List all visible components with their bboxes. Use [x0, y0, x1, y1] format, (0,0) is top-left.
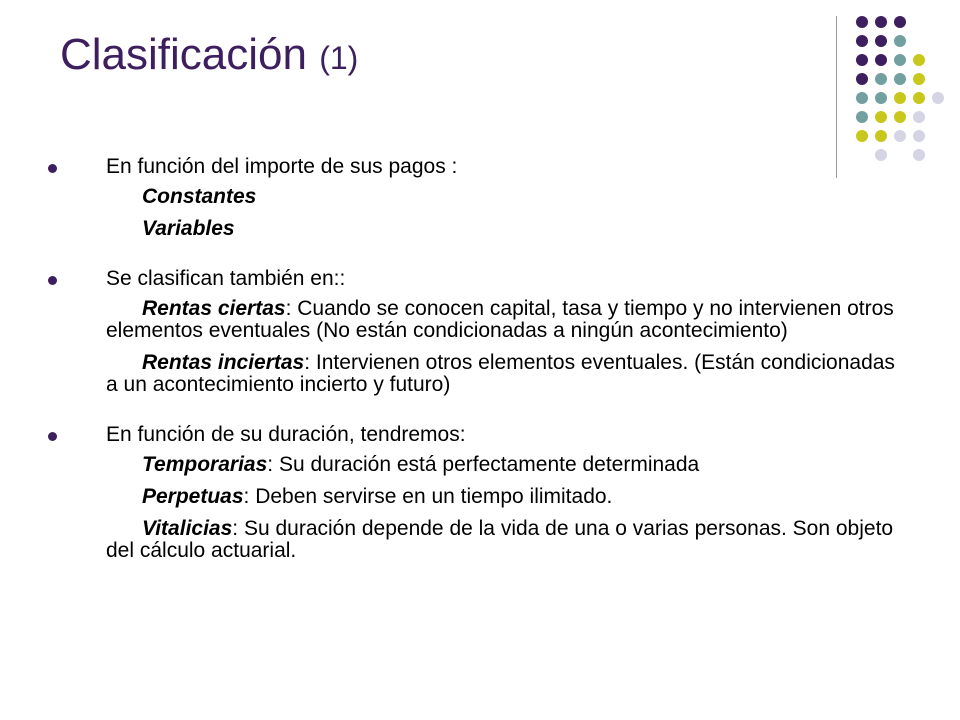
list-item: [106, 518, 908, 562]
list-item: [106, 352, 908, 396]
item-text: : Cuando se conocen capital, tasa y tiempo y no intervienen otros elementos eventuales (No están condicionadas a ningún acontecimiento): [106, 297, 894, 342]
list-item: [106, 486, 908, 508]
bullet-icon: [48, 164, 57, 173]
decorative-dot: [856, 92, 868, 104]
decorative-dot: [856, 35, 868, 47]
item-term: Perpetuas: [142, 485, 244, 508]
decorative-dot: [894, 92, 906, 104]
decorative-dot: [856, 73, 868, 85]
decorative-dot: [856, 130, 868, 142]
decorative-dot: [856, 54, 868, 66]
list-item: [106, 186, 908, 208]
decorative-dot: [932, 92, 944, 104]
list-item: [106, 218, 908, 240]
decorative-dot: [856, 16, 868, 28]
decorative-dot: [875, 130, 887, 142]
item-text: : Su duración depende de la vida de una o varias personas. Son objeto del cálculo actuarial.: [106, 517, 894, 562]
item-term: Variables: [142, 217, 235, 240]
bullet-icon: [48, 432, 57, 441]
item-text: : Intervienen otros elementos eventuales. (Están condicionadas a un acontecimiento incierto y futuro): [106, 351, 895, 396]
decorative-dot: [875, 111, 887, 123]
decorative-dot: [894, 73, 906, 85]
decorative-dot: [913, 92, 925, 104]
decorative-dot: [875, 54, 887, 66]
section-heading: Se clasifican también en::: [106, 267, 346, 290]
bullet-section-1: [48, 156, 908, 240]
bullet-section-3: [48, 424, 908, 562]
decorative-dot: [856, 111, 868, 123]
item-term: Rentas ciertas: [142, 297, 286, 320]
decorative-dot: [913, 54, 925, 66]
decorative-dot: [894, 111, 906, 123]
item-text: : Su duración está perfectamente determinada: [267, 453, 700, 476]
bullet-section-2: [48, 268, 908, 396]
item-term: Rentas inciertas: [142, 351, 305, 374]
item-term: Vitalicias: [142, 517, 233, 540]
decorative-dot: [913, 130, 925, 142]
decorative-dot: [875, 92, 887, 104]
bullet-icon: [48, 276, 57, 285]
item-text: : Deben servirse en un tiempo ilimitado.: [243, 485, 613, 508]
list-item: [106, 298, 908, 342]
slide-title-text: Clasificación: [60, 30, 307, 79]
section-heading: En función de su duración, tendremos:: [106, 423, 466, 446]
slide-title-number: (1): [319, 40, 359, 76]
item-term: Temporarias: [142, 453, 268, 476]
decorative-dot: [875, 73, 887, 85]
decorative-dot: [875, 35, 887, 47]
slide-body: [48, 156, 908, 562]
decorative-dot: [894, 54, 906, 66]
decorative-dot: [913, 149, 925, 161]
decorative-dot: [894, 35, 906, 47]
decorative-dot: [875, 16, 887, 28]
decorative-dot: [913, 73, 925, 85]
decorative-dot: [894, 130, 906, 142]
decorative-dot: [913, 111, 925, 123]
section-heading: En función del importe de sus pagos :: [106, 155, 458, 178]
list-item: [106, 454, 908, 476]
item-term: Constantes: [142, 185, 257, 208]
decorative-dot: [894, 16, 906, 28]
